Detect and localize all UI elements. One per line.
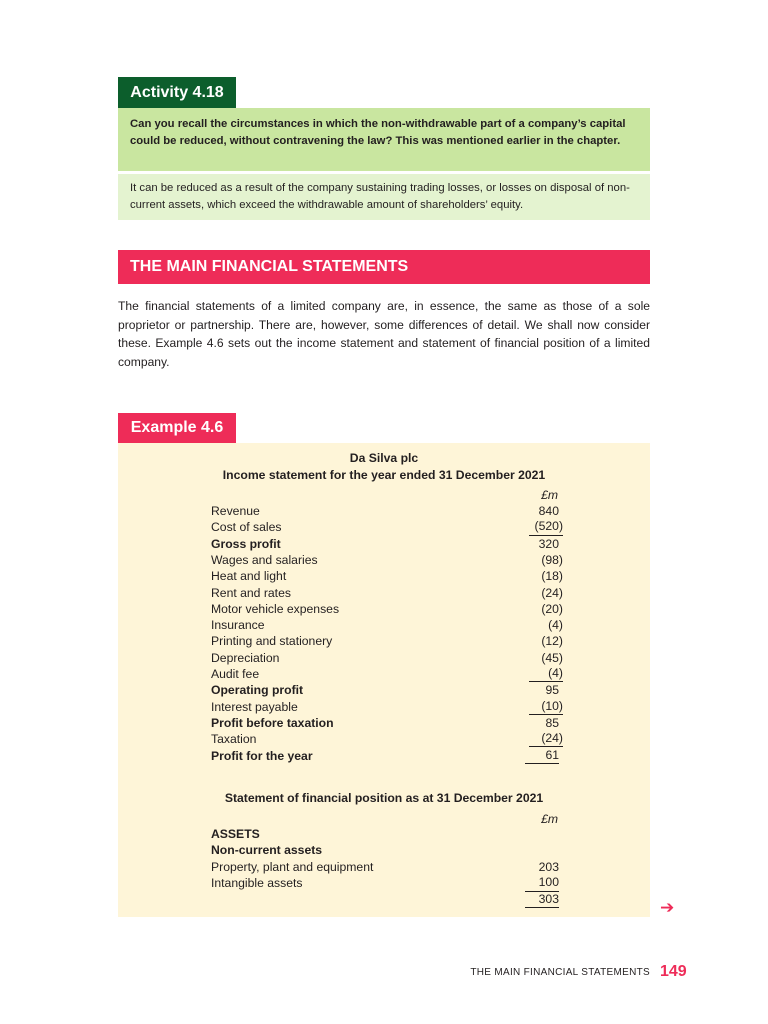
line-value: (20) [541,601,563,616]
example-label: Example 4.6 [118,413,236,443]
line-label: Operating profit [211,683,304,698]
line-label: Wages and salaries [211,552,318,567]
intro-paragraph: The financial statements of a limited company are, in essence, the same as those of a sole proprietor or partnership. There are, however, some differences of detail. We shall now consider these. Example 4.6 sets out the income statement and statement of financial position of a limited company. [118,299,650,369]
fp-line-intangible [211,875,559,891]
fp-line-noncurrent-total [211,892,559,908]
line-label: Cost of sales [211,520,282,535]
income-line-motor-vehicle [211,601,563,617]
line-label: Revenue [211,504,260,518]
fp-line-ppe [211,859,559,875]
line-value: (98) [541,552,563,567]
line-value: 320 [538,536,559,551]
line-label: Interest payable [211,699,298,714]
line-label: Property, plant and equipment [211,860,374,874]
income-statement-currency: £m [541,488,558,502]
line-label: ASSETS [211,827,260,841]
financial-position-title: Statement of financial position as at 31 December 2021 [224,791,544,805]
line-label: Insurance [211,618,265,633]
line-label: Audit fee [211,667,260,681]
line-value: (4) [548,618,563,633]
line-value: (24) [529,731,563,747]
financial-position-currency: £m [541,812,558,826]
noncurrent-assets-heading [211,842,559,858]
line-value: (520) [529,519,563,535]
income-line-revenue [211,503,559,519]
income-line-taxation [211,731,563,747]
line-value: 303 [525,892,559,908]
running-title: THE MAIN FINANCIAL STATEMENTS [470,967,650,978]
line-label: Heat and light [211,569,287,584]
income-line-cost-of-sales [211,519,563,535]
line-label: Motor vehicle expenses [211,601,340,616]
assets-heading [211,826,559,842]
company-name: Da Silva plc [349,451,419,465]
income-line-wages [211,552,563,568]
line-value: 840 [538,504,559,518]
line-label: Printing and stationery [211,634,333,649]
income-line-heat-light [211,568,563,584]
line-value: 203 [538,860,559,874]
line-value: 95 [545,683,559,698]
line-value: (45) [541,650,563,665]
income-line-gross-profit [211,536,559,552]
line-label: Profit before taxation [211,715,334,730]
page-number: 149 [660,963,687,980]
line-value: (4) [529,666,563,682]
line-value: 61 [525,748,559,764]
line-label: Profit for the year [211,748,313,763]
income-line-insurance [211,617,563,633]
line-value: (10) [529,699,563,715]
line-label: Depreciation [211,650,280,665]
income-line-depreciation [211,650,563,666]
line-value: 85 [545,715,559,730]
income-line-rent-rates [211,585,563,601]
income-line-interest-payable [211,698,563,715]
line-label: Non-current assets [211,843,323,858]
line-label: Intangible assets [211,876,303,891]
income-statement-title: Income statement for the year ended 31 December 2021 [222,468,546,482]
activity-answer: It can be reduced as a result of the company sustaining trading losses, or losses on disposal of non-current assets, which exceed the withdrawable amount of shareholders’ equity. [118,174,650,220]
section-heading: THE MAIN FINANCIAL STATEMENTS [118,250,650,284]
line-label: Gross profit [211,536,281,551]
income-line-profit-for-year [211,748,559,764]
income-line-audit-fee [211,666,563,682]
example-box [118,443,650,917]
line-label: Rent and rates [211,585,291,600]
line-label: Taxation [211,732,257,747]
line-value: (24) [541,585,563,600]
income-line-printing [211,633,563,649]
income-line-profit-before-tax [211,715,559,731]
activity-label: Activity 4.18 [118,77,236,108]
continue-arrow-icon: ➔ [660,898,675,917]
activity-question: Can you recall the circumstances in which the non-withdrawable part of a company’s capital could be reduced, without contravening the law? This was mentioned earlier in the chapter. [118,108,650,171]
income-line-operating-profit [211,682,559,698]
line-value: (18) [541,569,563,584]
line-value: 100 [525,875,559,891]
line-value: (12) [541,634,563,649]
